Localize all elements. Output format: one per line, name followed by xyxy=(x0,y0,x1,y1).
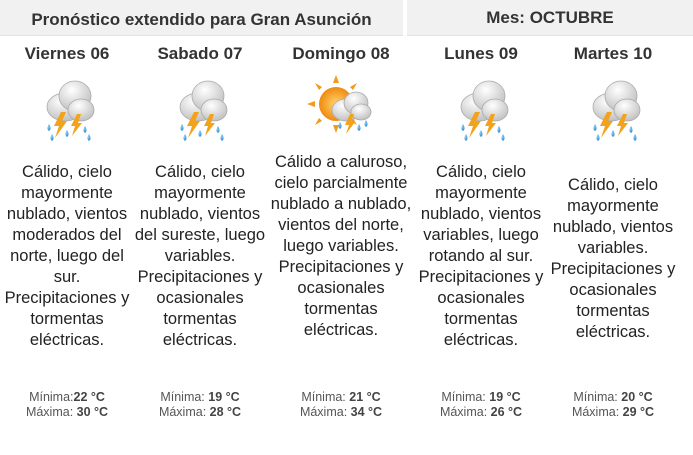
storm-icon xyxy=(451,74,511,144)
forecast-title: Pronóstico extendido para Gran Asunción xyxy=(0,0,403,36)
day-description: Cálido, cielo mayormente nublado, vientos moderados del norte, luego del sur. Precipitaciones y tormentas eléctricas. xyxy=(4,163,130,349)
max-value: 26 °C xyxy=(490,405,523,419)
day-description: Cálido a caluroso, cielo parcialmente nublado a nublado, vientos del norte, luego variables. Precipitaciones y ocasionales tormentas eléctricas. xyxy=(270,153,412,339)
min-label: Mínima: xyxy=(301,390,346,404)
day-temperatures xyxy=(0,390,134,420)
storm-icon xyxy=(583,74,643,144)
min-value: 19 °C xyxy=(489,390,521,404)
min-value: 22 °C xyxy=(73,390,105,404)
max-label: Máxima: xyxy=(299,405,348,419)
min-value: 20 °C xyxy=(621,390,653,404)
day-temperatures xyxy=(546,390,680,420)
max-label: Máxima: xyxy=(25,405,74,419)
max-value: 34 °C xyxy=(350,405,383,419)
max-label: Máxima: xyxy=(439,405,488,419)
max-value: 30 °C xyxy=(76,405,109,419)
storm-icon xyxy=(37,74,97,144)
min-value: 19 °C xyxy=(208,390,240,404)
max-label: Máxima: xyxy=(571,405,620,419)
forecast-days xyxy=(0,36,693,455)
day-temperatures xyxy=(416,390,546,420)
day-name: Sabado 07 xyxy=(157,44,243,63)
day-description: Cálido, cielo mayormente nublado, vientos variables, luego rotando al sur. Precipitaciones y ocasionales tormentas eléctricas. xyxy=(418,163,544,349)
day-name: Domingo 08 xyxy=(292,44,390,63)
day-temperatures xyxy=(266,390,416,420)
month-label: Mes: OCTUBRE xyxy=(407,0,693,36)
max-label: Máxima: xyxy=(158,405,207,419)
min-label: Mínima: xyxy=(441,390,486,404)
day-name: Martes 10 xyxy=(573,44,653,63)
storm-icon xyxy=(170,74,230,144)
min-value: 21 °C xyxy=(349,390,381,404)
day-temperatures xyxy=(134,390,266,420)
min-label: Mínima: xyxy=(160,390,205,404)
max-value: 29 °C xyxy=(622,405,655,419)
max-value: 28 °C xyxy=(209,405,242,419)
forecast-header xyxy=(0,0,693,36)
day-name: Lunes 09 xyxy=(444,44,518,63)
min-label: Mínima: xyxy=(573,390,618,404)
min-label: Mínima: xyxy=(29,390,74,404)
sun-storm-icon xyxy=(306,70,376,142)
day-description: Cálido, cielo mayormente nublado, vientos variables. Precipitaciones y ocasionales tormentas eléctricas. xyxy=(550,176,676,341)
day-name: Viernes 06 xyxy=(24,44,110,63)
day-description: Cálido, cielo mayormente nublado, vientos del sureste, luego variables. Precipitaciones y ocasionales tormentas eléctricas. xyxy=(134,163,266,349)
